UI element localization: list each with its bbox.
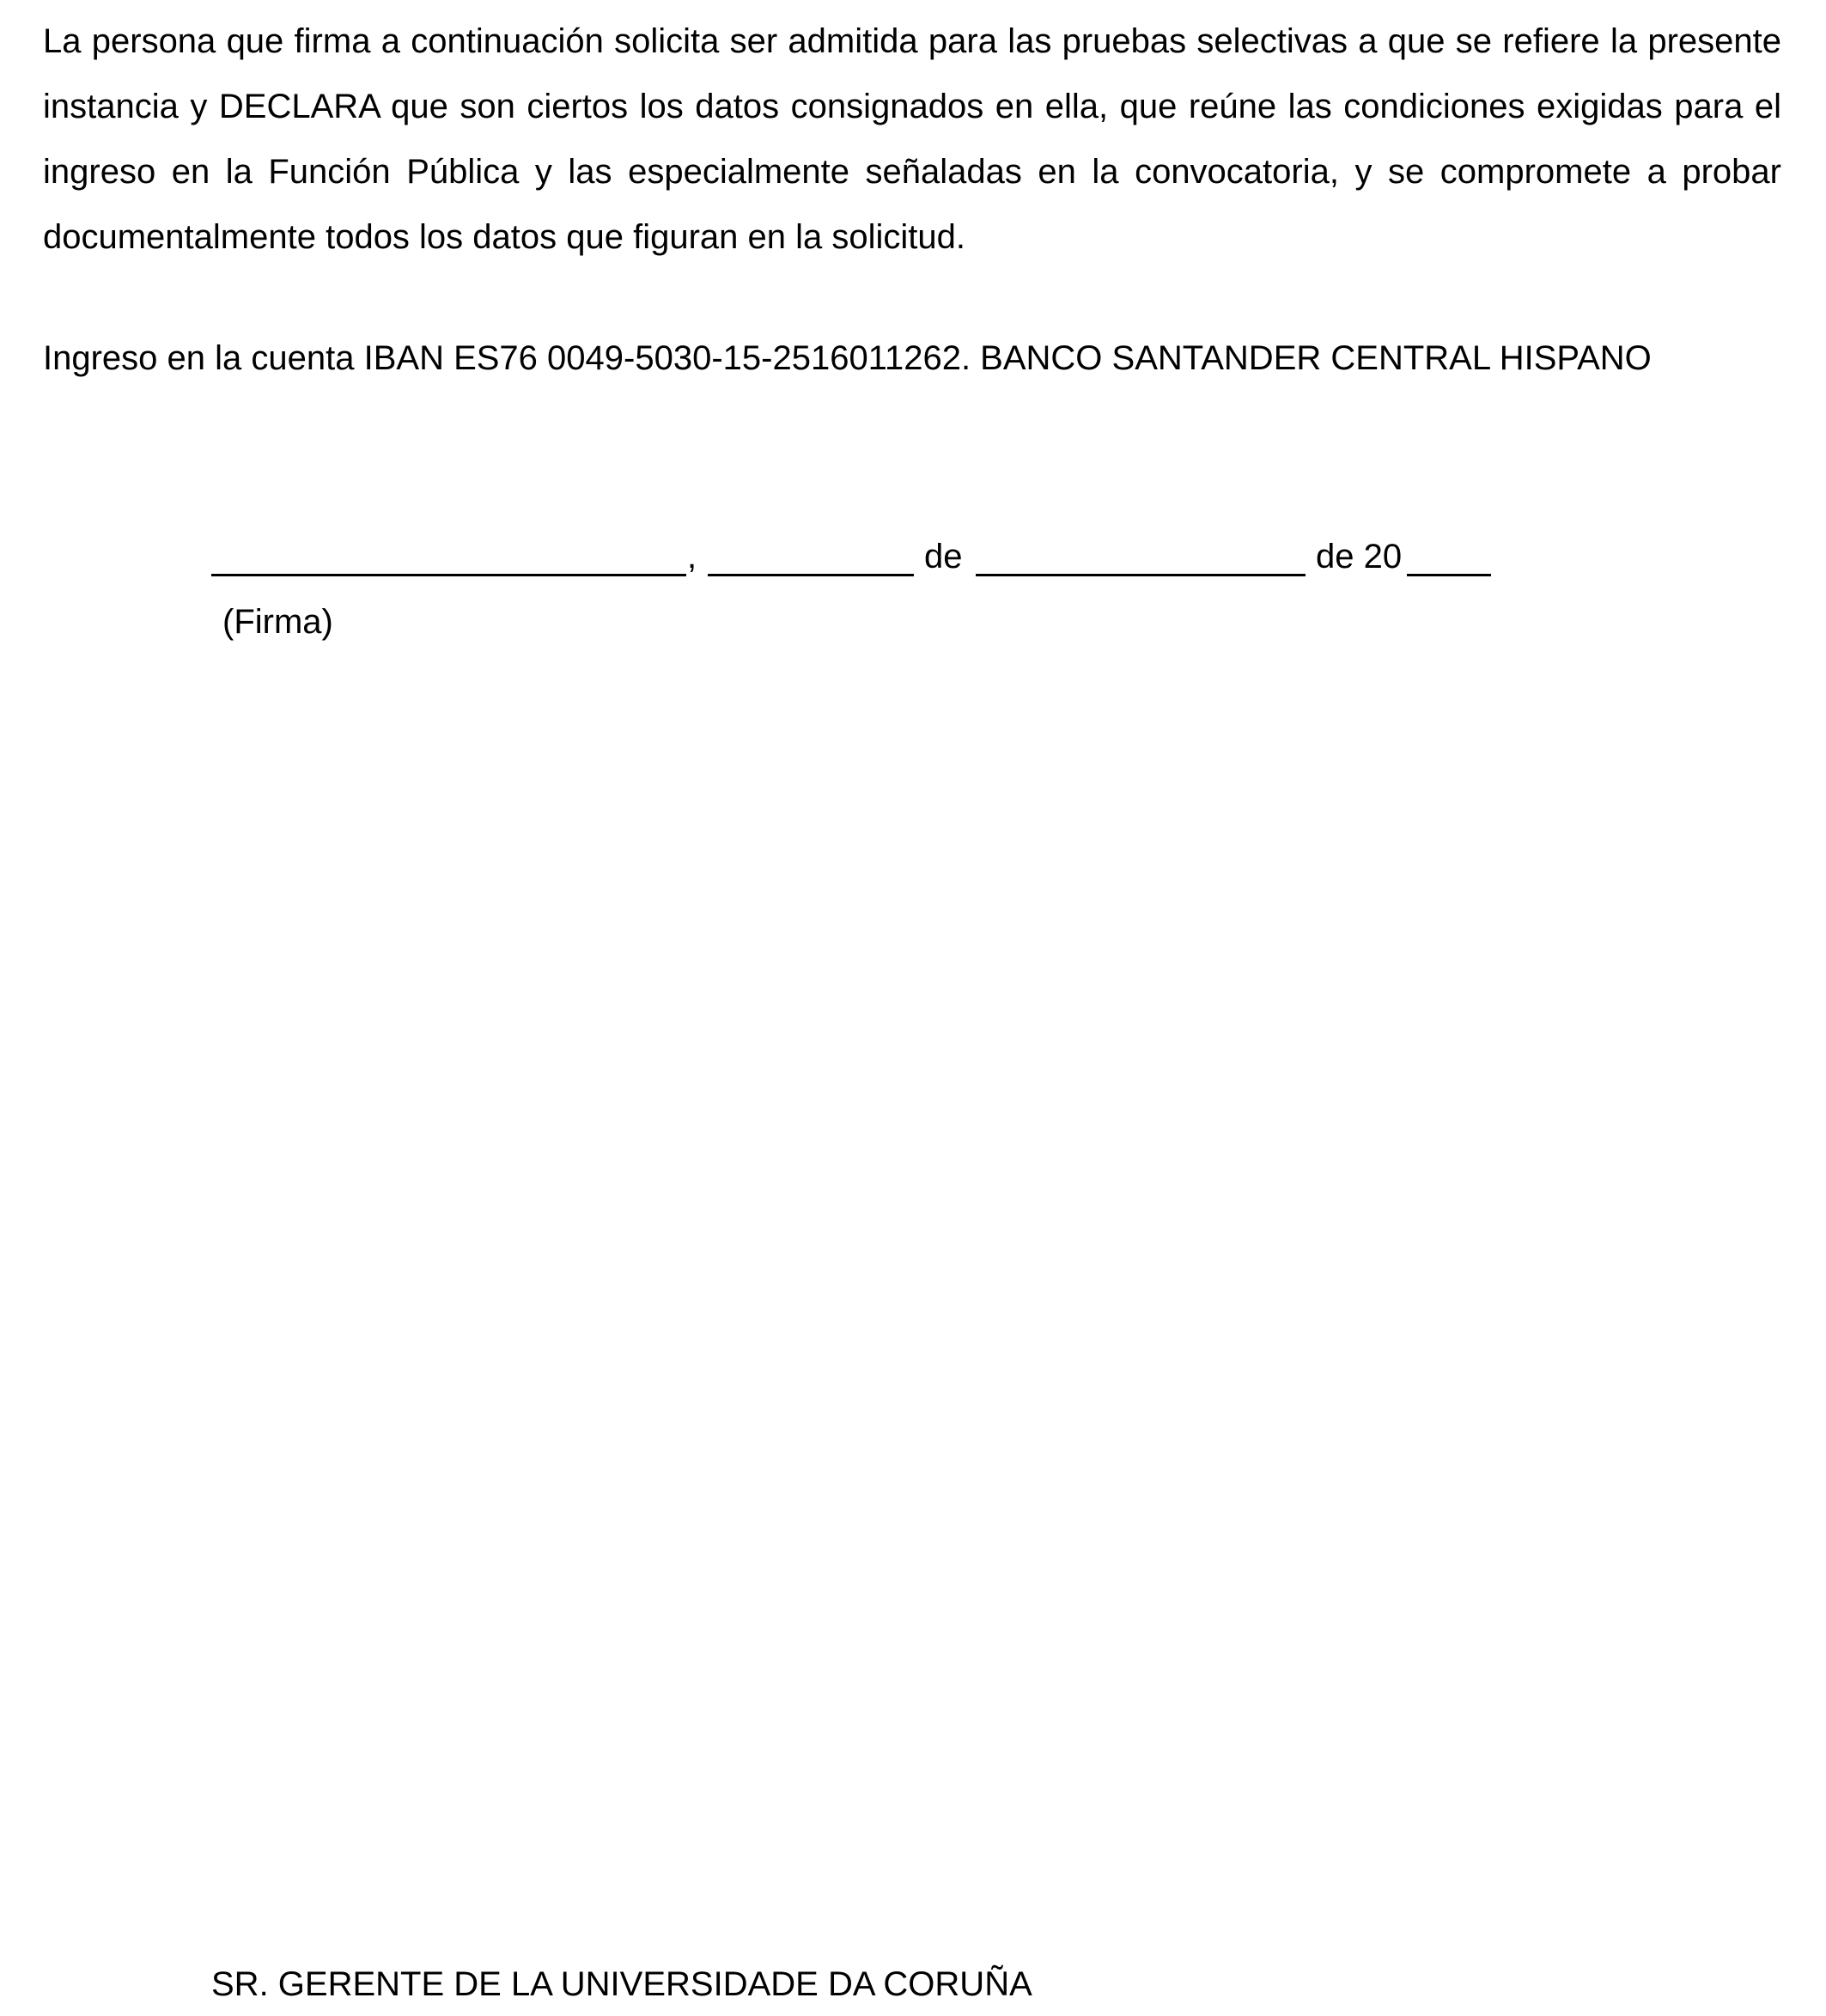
signature-label: (Firma) (222, 603, 333, 641)
place-comma: , (687, 538, 697, 576)
month-blank[interactable] (976, 574, 1306, 576)
date-connector-de: de (924, 538, 963, 576)
place-blank[interactable] (211, 574, 686, 576)
addressee-line: SR. GERENTE DE LA UNIVERSIDADE DA CORUÑA (211, 1965, 1032, 2003)
bank-account-paragraph: Ingreso en la cuenta IBAN ES76 0049-5030-15-2516011262. BANCO SANTANDER CENTRAL HISPANO (43, 339, 1652, 377)
year-prefix: de 20 (1316, 538, 1403, 576)
declaration-paragraph: La persona que firma a continuación solicita ser admitida para las pruebas selectivas a que se refiere la presente instancia y DECLARA que son ciertos los datos consignados en ella, que reúne las condiciones exigidas para el ingreso en la Función Pública y las especialmente señaladas en la convocatoria, y se compromete a probar documentalmente todos los datos que figuran en la solicitud. (43, 22, 1781, 256)
year-blank[interactable] (1407, 574, 1491, 576)
day-blank[interactable] (708, 574, 914, 576)
